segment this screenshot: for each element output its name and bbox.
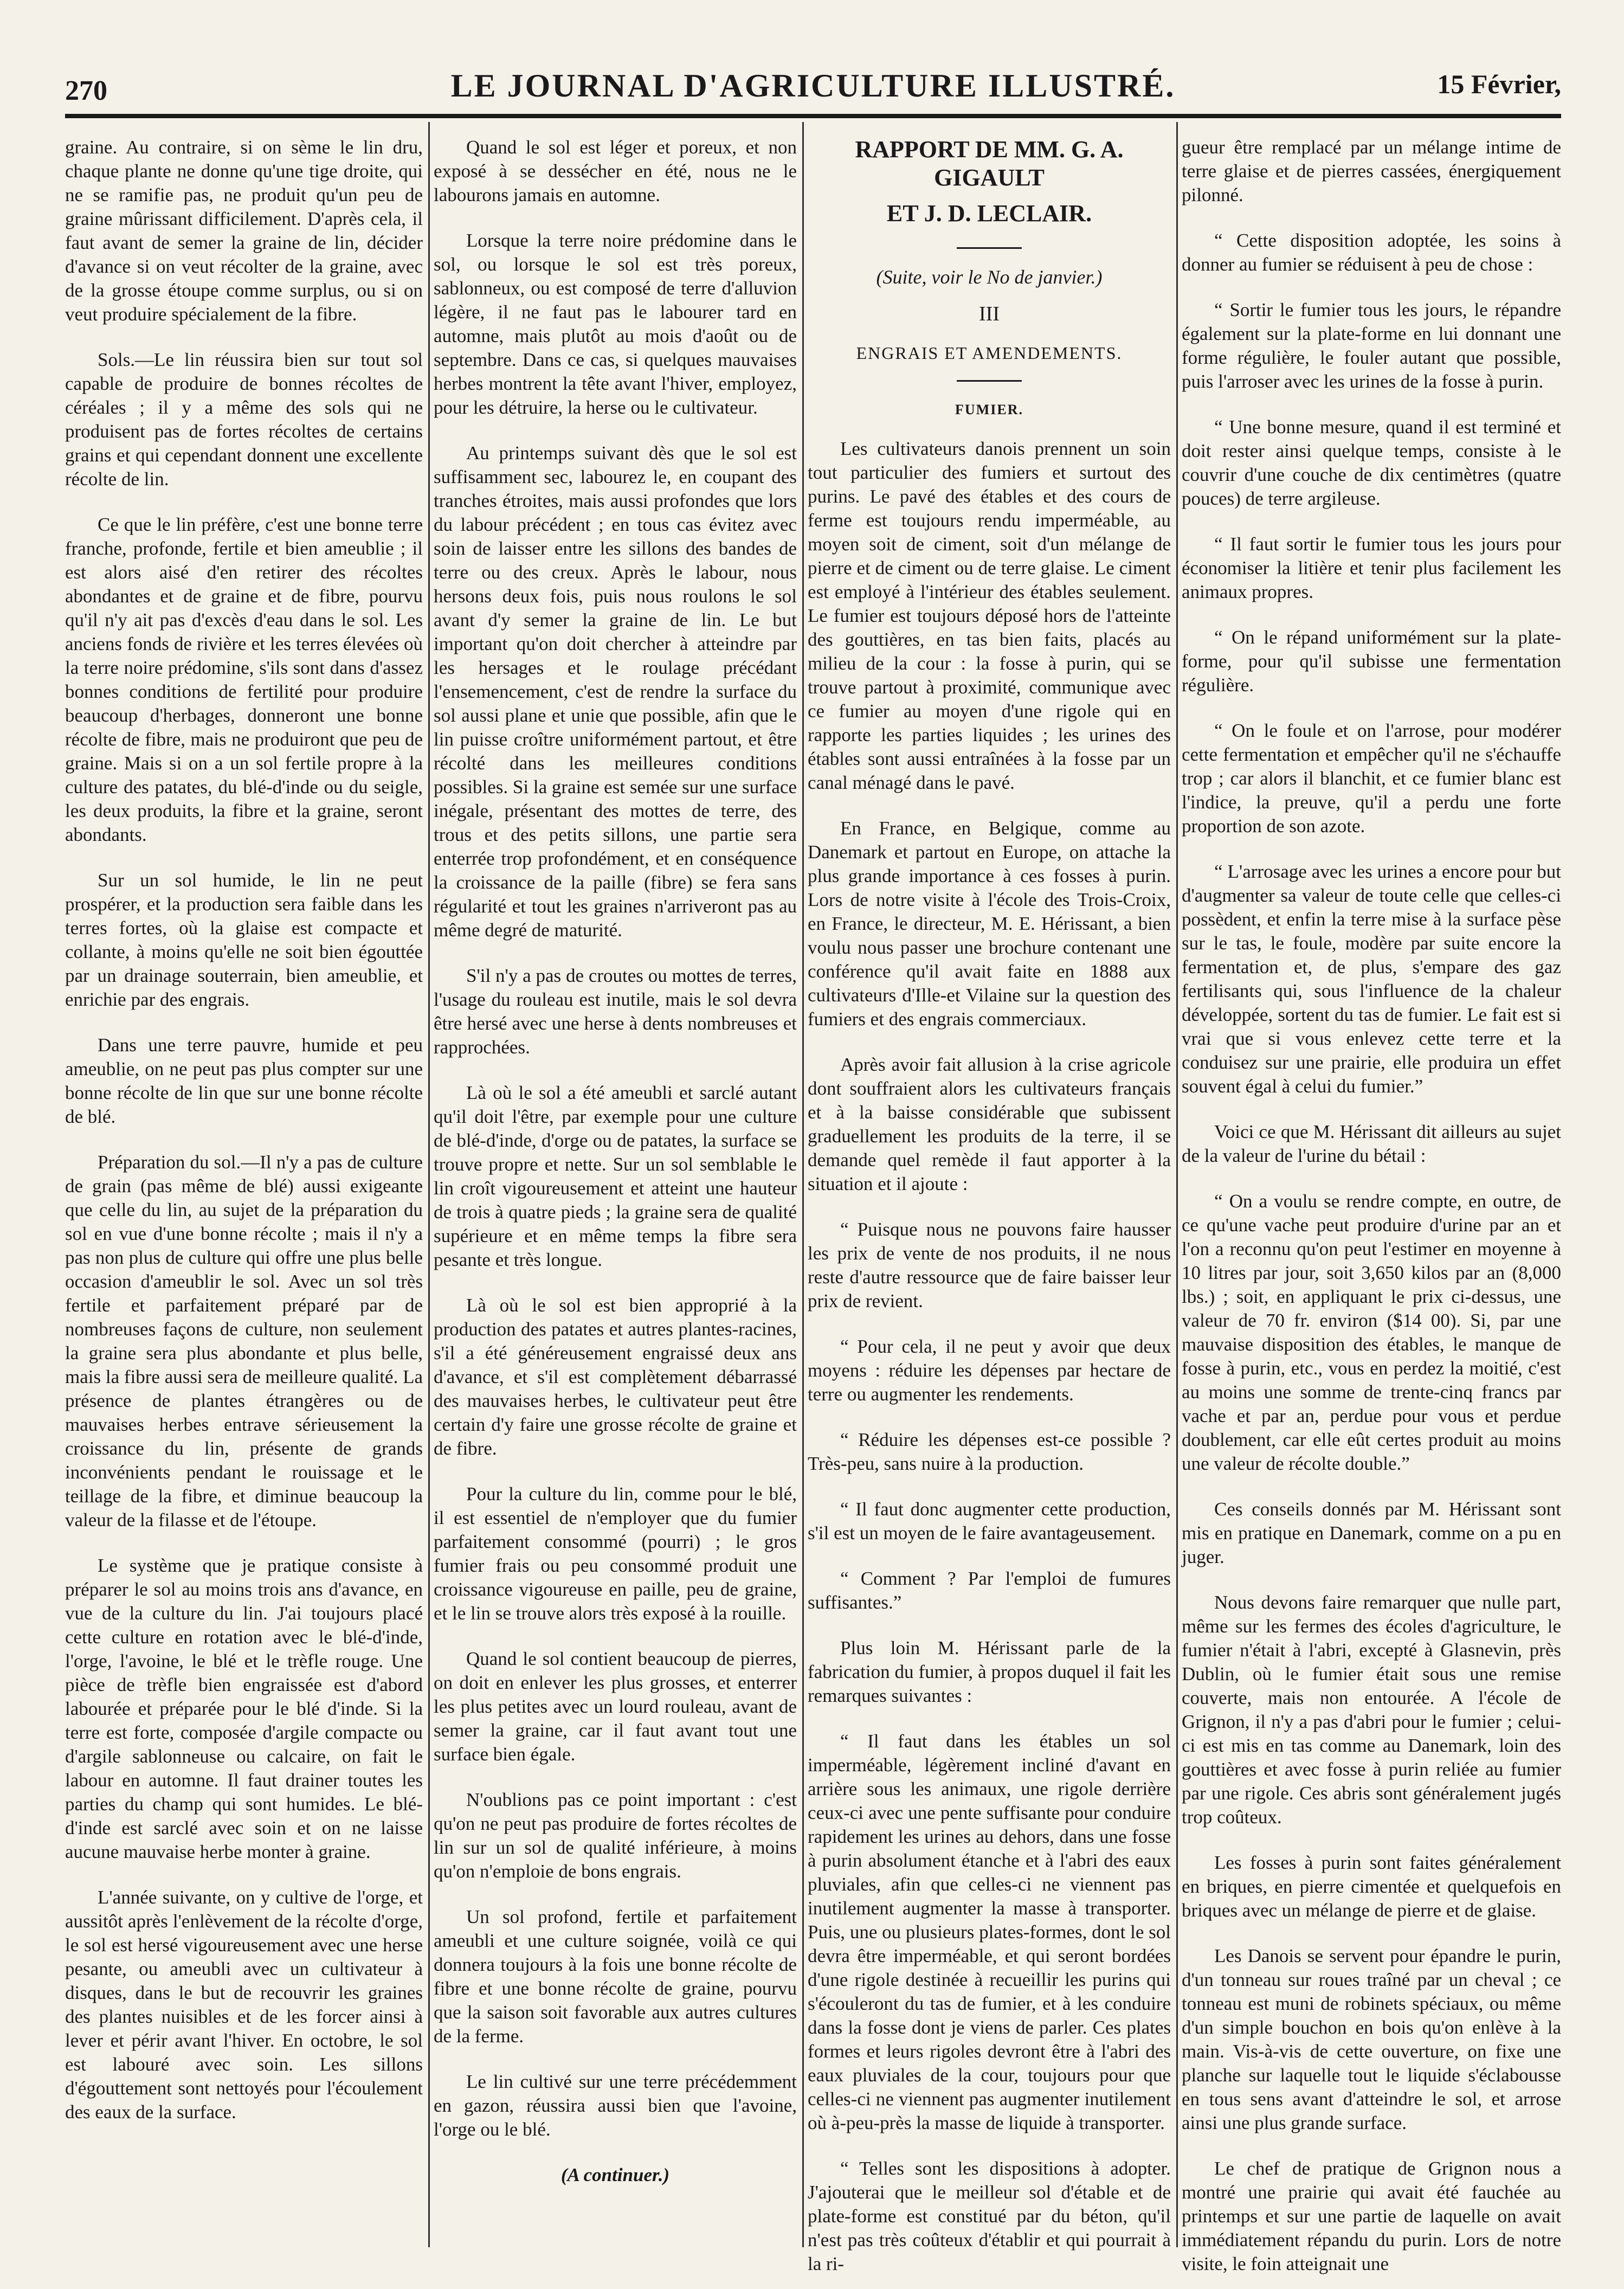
paragraph: Sur un sol humide, le lin ne peut prospérer, et la production sera faible dans les terres fortes, où la glaise est compacte et collante, à moins qu'elle ne soit bien égouttée par un drainage souterrain, bien ameublie, et enrichie par des engrais.	[65, 870, 423, 1010]
paragraph: Le chef de pratique de Grignon nous a montré une prairie qui avait été fauchée au printemps et sur une partie de laquelle on avait immédiatement répandu du purin. Lors de notre visite, le foin atteignait une	[1182, 2158, 1561, 2274]
title-rule	[957, 247, 1022, 249]
paragraph: “ L'arrosage avec les urines a encore pour but d'augmenter sa valeur de toute celle que celles-ci possèdent, et enfin la terre mise à la surface pèse sur le tas, le foule, modère par suite encore la fermentation et, de plus, s'empare des gaz fertilisants qui, sous l'influence de la chaleur développée, sortent du tas de fumier. Le fait est si vrai que si vous enlevez cette terre et la conduisez sur une prairie, elle produira un effet souvent égal à celui du fumier.”	[1182, 861, 1561, 1097]
paragraph: “ Il faut dans les étables un sol imperméable, légèrement incliné d'avant en arrière sous les animaux, une rigole derrière ceux-ci avec une pente suffisante pour conduire rapidement les urines au dehors, dans une fosse à purin absolument étanche et à l'abri des eaux pluviales, afin que celles-ci ne viennent pas inutilement augmenter la masse à transporter. Puis, une ou plusieurs plates-formes, dont le sol devra être imperméable, et qui seront bordées d'une rigole destinée à recueillir les purins qui s'écouleront du tas de fumier, et à les conduire dans la fosse dont je viens de parler. Ces plates formes et leurs rigoles devront être à l'abri des eaux pluviales de la cour, toujours pour que celles-ci ne viennent pas augmenter inutilement où à-peu-près la masse de liquide à transporter.	[808, 1731, 1171, 2133]
paragraph: Le lin cultivé sur une terre précédemment en gazon, réussira aussi bien que l'avoine, l'orge ou le blé.	[434, 2071, 797, 2140]
issue-date: 15 Février,	[1437, 69, 1561, 99]
section-number: III	[979, 303, 1000, 325]
paragraph: “ Pour cela, il ne peut y avoir que deux moyens : réduire les dépenses par hectare de terre ou augmenter les rendements.	[808, 1336, 1171, 1405]
column-3	[808, 136, 1171, 2274]
paragraph: Plus loin M. Hérissant parle de la fabrication du fumier, à propos duquel il fait les remarques suivantes :	[808, 1637, 1171, 1706]
paragraph: “ Il faut sortir le fumier tous les jours pour économiser la litière et tenir plus facilement les animaux propres.	[1182, 533, 1561, 602]
column-2	[434, 136, 797, 2239]
paragraph: Quand le sol contient beaucoup de pierres, on doit en enlever les plus grosses, et enterrer les plus petites avec un lourd rouleau, avant de semer la graine, car il faut avant tout une surface bien égale.	[434, 1648, 797, 1765]
paragraph: En France, en Belgique, comme au Danemark et partout en Europe, on attache la plus grande importance à ces fosses à purin. Lors de notre visite à l'école des Trois-Croix, en France, le directeur, M. E. Hérissant, a bien voulu nous passer une brochure contenant une conférence qu'il avait faite en 1888 aux cultivateurs d'Ille-et Vilaine sur la question des fumiers et des engrais commerciaux.	[808, 818, 1171, 1030]
paragraph: Après avoir fait allusion à la crise agricole dont souffraient alors les cultivateurs français et à la baisse considérable que subissent graduellement les produits de la terre, il se demande quel remède il faut apporter à la situation et il ajoute :	[808, 1054, 1171, 1194]
paragraph: gueur être remplacé par un mélange intime de terre glaise et de pierres cassées, énergiquement pilonné.	[1182, 137, 1561, 205]
paragraph: L'année suivante, on y cultive de l'orge, et aussitôt après l'enlèvement de la récolte d'orge, le sol est hersé vigoureusement avec une herse pesante, ou ameubli avec un cultivateur à disques, dans le but de recouvrir les graines des plantes nuisibles et de les forcer ainsi à lever et périr avant l'hiver. En octobre, le sol est labouré avec soin. Les sillons d'égouttement sont nettoyés pour l'écoulement des eaux de la surface.	[65, 1887, 423, 2123]
paragraph: “ On a voulu se rendre compte, en outre, de ce qu'une vache peut produire d'urine par an et l'on a reconnu qu'on peut l'estimer en moyenne à 10 litres par jour, soit 3,650 kilos par an (8,000 lbs.) ; soit, en appliquant le prix ci-dessus, une valeur de 70 fr. environ ($14 00). Si, par une mauvaise disposition des étables, le manque de fosse à purin, etc., vous en perdez la moitié, c'est au moins une somme de trente-cinq francs par vache et par an, perdue pour vous et perdue doublement, car elle eût certes produit au moins une valeur de récolte double.”	[1182, 1191, 1561, 1474]
paragraph: Préparation du sol.—Il n'y a pas de culture de grain (pas même de blé) aussi exigeante que celle du lin, au sujet de la préparation du sol en vue d'une bonne récolte ; mais il n'y a pas non plus de culture qui offre une plus belle occasion d'ameublir le sol. Avec un sol très fertile et parfaitement préparé par de nombreuses façons de culture, non seulement la graine sera plus abondante et plus belle, mais la fibre aussi sera de meilleure qualité. La présence de plantes étrangères ou de mauvaises herbes entrave sérieusement la croissance du lin, présente de grands inconvénients pendant le rouissage et le teillage de la fibre, et diminue beaucoup la valeur de la filasse et de l'étoupe.	[65, 1152, 423, 1531]
paragraph: Ces conseils donnés par M. Hérissant sont mis en pratique en Danemark, comme on a pu en juger.	[1182, 1499, 1561, 1567]
paragraph: “ On le répand uniformément sur la plate-forme, pour qu'il subisse une fermentation régulière.	[1182, 627, 1561, 696]
column-divider	[428, 122, 430, 2247]
paragraph: “ Telles sont les dispositions à adopter. J'ajouterai que le meilleur sol d'étable et de plate-forme est constitué par du béton, qu'il n'est pas très coûteux d'établir et qui pourrait à la ri-	[808, 2158, 1171, 2274]
paragraph: “ Une bonne mesure, quand il est terminé et doit rester ainsi quelque temps, consiste à le couvrir d'une couche de dix centimètres (quatre pouces) de terre argileuse.	[1182, 416, 1561, 509]
paragraph: Ce que le lin préfère, c'est une bonne terre franche, profonde, fertile et bien ameublie ; il est alors aisé d'en retirer des récoltes abondantes et de graine et de fibre, pourvu qu'il n'y ait pas d'excès d'eau dans le sol. Les anciens fonds de rivière et les terres élevées où la terre noire prédomine, s'ils sont dans d'assez bonnes conditions de fertilité pour produire beaucoup d'herbages, donneront une bonne récolte de fibre, mais ne produiront que peu de graine. Mais si on a un sol fertile propre à la culture des patates, du blé-d'inde ou du seigle, les deux produits, la fibre et la graine, seront abondants.	[65, 514, 423, 845]
paragraph: Les cultivateurs danois prennent un soin tout particulier des fumiers et surtout des purins. Le pavé des étables et des cours de ferme est toujours rendu imperméable, au moyen soit de ciment, soit d'un mélange de pierre et de ciment ou de terre glaise. Le ciment est employé à l'intérieur des étables seulement. Le fumier est toujours déposé hors de l'atteinte des gouttières, en tas bien faits, placés au milieu de la cour : la fosse à purin, qui se trouve partout à proximité, communique avec ce fumier au moyen d'une rigole qui en rapporte les parties liquides ; les urines des étables sont aussi entraînées à la fosse par un canal ménagé dans le pavé.	[808, 438, 1171, 793]
paragraph: N'oublions pas ce point important : c'est qu'on ne peut pas produire de fortes récoltes de lin sur un sol de qualité inférieure, à moins qu'on n'emploie de bons engrais.	[434, 1789, 797, 1882]
column-divider	[1176, 122, 1178, 2247]
paragraph: Lorsque la terre noire prédomine dans le sol, ou lorsque le sol est très poreux, sablonneux, ou est composé de terre d'alluvion légère, il ne faut pas le labourer tard en automne, mais plutôt au mois d'août ou de septembre. Dans ce cas, si quelques mauvaises herbes montrent la tête avant l'hiver, employez, pour les détruire, la herse ou le cultivateur.	[434, 230, 797, 418]
paragraph: Voici ce que M. Hérissant dit ailleurs au sujet de la valeur de l'urine du bétail :	[1182, 1121, 1561, 1166]
report-authors: ET J. D. LECLAIR.	[886, 200, 1092, 227]
paragraph: Là où le sol a été ameubli et sarclé autant qu'il doit l'être, par exemple pour une culture de blé-d'inde, d'orge ou de patates, la surface se trouve propre et nette. Sur un sol semblable le lin croît vigoureusement et atteint une hauteur de trois à quatre pieds ; la graine sera de qualité supérieure et en même temps la fibre sera pesante et très longue.	[434, 1082, 797, 1270]
paragraph: “ Cette disposition adoptée, les soins à donner au fumier se réduisent à peu de chose :	[1182, 230, 1561, 275]
paragraph: Les Danois se servent pour épandre le purin, d'un tonneau sur roues traîné par un cheval ; ce tonneau est muni de robinets spéciaux, ou même d'un simple bouchon en bois qu'on enlève à la main. Vis-à-vis de cette ouverture, on fixe une planche sur laquelle tout le liquide s'éclabousse en tous sens avant d'atteindre le sol, et arrose ainsi une plus grande surface.	[1182, 1945, 1561, 2133]
column-divider	[802, 122, 804, 2247]
paragraph: “ On le foule et on l'arrose, pour modérer cette fermentation et empêcher qu'il ne s'échauffe trop ; car alors il blanchit, et ce fumier blanc est l'indice, la preuve, qu'il a perdu une forte proportion de son azote.	[1182, 720, 1561, 837]
paragraph: “ Il faut donc augmenter cette production, s'il est un moyen de le faire avantageusement.	[808, 1499, 1171, 1544]
paragraph: Nous devons faire remarquer que nulle part, même sur les fermes des écoles d'agriculture, le fumier n'était à l'abri, excepté à Glasnevin, près Dublin, où le fumier était sous une remise couverte, mais non entourée. A l'école de Grignon, il n'y a pas d'abri pour le fumier ; celui-ci est mis en tas comme au Danemark, loin des gouttières et avec fosse à purin reliée au fumier par une rigole. Ces abris sont généralement jugés trop coûteux.	[1182, 1592, 1561, 1828]
section-title: ENGRAIS ET AMENDEMENTS.	[856, 343, 1123, 363]
paragraph: Sols.—Le lin réussira bien sur tout sol capable de produire de bonnes récoltes de céréales ; il y a même des sols qui ne produisent pas de fortes récoltes de certains grains et qui cependant donnent une excellente récolte de lin.	[65, 349, 423, 490]
continuation-note: (Suite, voir le No de janvier.)	[876, 266, 1103, 288]
paragraph: “ Comment ? Par l'emploi de fumures suffisantes.”	[808, 1568, 1171, 1613]
journal-title: LE JOURNAL D'AGRICULTURE ILLUSTRÉ.	[450, 68, 1176, 104]
paragraph: “ Puisque nous ne pouvons faire hausser les prix de vente de nos produits, il ne nous reste d'autre ressource que de faire baisser leur prix de revient.	[808, 1219, 1171, 1311]
header-rule	[65, 114, 1561, 118]
column-1	[65, 136, 423, 2239]
paragraph: Un sol profond, fertile et parfaitement ameubli et une culture soignée, voilà ce qui donnera toujours à la fois une bonne récolte de fibre et une bonne récolte de graine, pourvu que la saison soit favorable aux autres cultures de la ferme.	[434, 1906, 797, 2047]
paragraph: Les fosses à purin sont faites généralement en briques, en pierre cimentée et quelquefois en briques avec un mélange de pierre et de glaise.	[1182, 1852, 1561, 1921]
paragraph: Quand le sol est léger et poreux, et non exposé à se dessécher en été, nous ne le labourons jamais en automne.	[434, 137, 797, 205]
page-number: 270	[65, 75, 107, 106]
subsection-title: FUMIER.	[955, 402, 1023, 417]
paragraph: graine. Au contraire, si on sème le lin dru, chaque plante ne donne qu'une tige droite, qui ne se ramifie pas, ne produit qu'un peu de graine mûrissant difficilement. D'après cela, il faut avant de semer la graine de lin, décider d'avance si on veut récolter de la graine, avec de la grosse étoupe comme surplus, ou si on veut produire spécialement de la fibre.	[65, 137, 423, 325]
paragraph: Au printemps suivant dès que le sol est suffisamment sec, labourez le, en coupant des tranches étroites, mais aussi profondes que lors du labour précédent ; en tous cas évitez avec soin de laisser entre les sillons des bandes de terre ou des creux. Après le labour, nous hersons deux fois, puis nous roulons le sol avant d'y semer la graine de lin. Le but important qu'on doit chercher à atteindre par les hersages et le roulage précédant l'ensemencement, c'est de rendre la surface du sol aussi plane et unie que possible, afin que le lin puisse croître uniformément partout, et être récolté dans les meilleures conditions possibles. Si la graine est semée sur une surface inégale, présentant des mottes de terre, des trous et des petits sillons, une partie sera enterrée trop profondément, et en conséquence la croissance de la paille (fibre) se fera sans régularité et tout les graines n'arriveront pas au même degré de maturité.	[434, 442, 797, 941]
paragraph: “ Sortir le fumier tous les jours, le répandre également sur la plate-forme en lui donnant une forme régulière, le fouler autant que possible, puis l'arroser avec les urines de la fosse à purin.	[1182, 299, 1561, 392]
paragraph: Le système que je pratique consiste à préparer le sol au moins trois ans d'avance, en vue de la culture du lin. J'ai toujours placé cette culture en rotation avec le blé-d'inde, l'orge, l'avoine, le blé et le trèfle rouge. Une pièce de trèfle bien engraissée est d'abord labourée et préparée pour le blé d'inde. Si la terre est forte, composée d'argile compacte ou d'argile sablonneuse ou calcaire, on fait le labour en automne. Il faut drainer toutes les parties du champ qui sont humides. Le blé-d'inde est sarclé avec soin et on ne laisse aucune mauvaise herbe monter à graine.	[65, 1555, 423, 1862]
column-4	[1182, 136, 1561, 2274]
page-header	[65, 64, 1561, 107]
report-title: RAPPORT DE MM. G. A. GIGAULT	[855, 136, 1124, 191]
to-be-continued: (A continuer.)	[560, 2164, 670, 2185]
paragraph: Dans une terre pauvre, humide et peu ameublie, on ne peut pas plus compter sur une bonne récolte de lin que sur une bonne récolte de blé.	[65, 1034, 423, 1127]
section-rule	[957, 380, 1022, 382]
paragraph: Pour la culture du lin, comme pour le blé, il est essentiel de n'employer que du fumier parfaitement consommé (pourri) ; le gros fumier frais ou peu consommé produit une croissance vigoureuse en paille, peu de graine, et le lin se trouve alors très exposé à la rouille.	[434, 1483, 797, 1624]
paragraph: S'il n'y a pas de croutes ou mottes de terres, l'usage du rouleau est inutile, mais le sol devra être hersé avec une herse à dents nombreuses et rapprochées.	[434, 965, 797, 1058]
paragraph: Là où le sol est bien approprié à la production des patates et autres plantes-racines, s'il a été généreusement engraissé deux ans d'avance, et s'il est complètement débarrassé des mauvaises herbes, le cultivateur peut être certain d'y faire une grosse récolte de graine et de fibre.	[434, 1295, 797, 1459]
paragraph: “ Réduire les dépenses est-ce possible ? Très-peu, sans nuire à la production.	[808, 1429, 1171, 1474]
